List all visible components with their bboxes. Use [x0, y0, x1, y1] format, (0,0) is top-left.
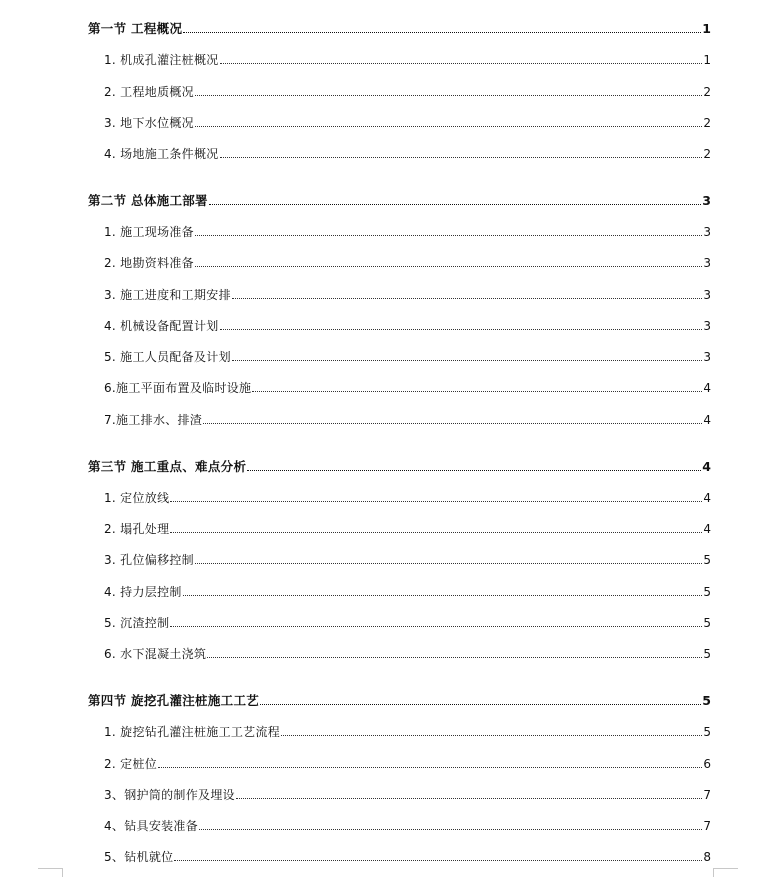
toc-entry-label: 4. 机械设备配置计划 [104, 319, 219, 333]
dot-leader [252, 390, 702, 392]
page-corner-mark-left [38, 868, 63, 877]
toc-entry-label: 3. 地下水位概况 [104, 116, 194, 130]
toc-section-title: 第一节 工程概况 [88, 21, 183, 36]
toc-page-number: 3 [703, 319, 711, 333]
toc-page-number: 4 [703, 381, 711, 395]
dot-leader [174, 859, 702, 861]
toc-page-number: 3 [703, 288, 711, 302]
toc-section-4[interactable] [88, 687, 711, 709]
toc-entry[interactable] [88, 109, 711, 131]
toc-page-number: 3 [703, 350, 711, 364]
toc-page-number: 1 [702, 21, 711, 36]
toc-section-title: 第三节 施工重点、难点分析 [88, 459, 247, 474]
dot-leader [220, 156, 703, 158]
toc-page-number: 2 [703, 147, 711, 161]
dot-leader [232, 297, 702, 299]
toc-entry[interactable] [88, 374, 711, 396]
toc-entry[interactable] [88, 343, 711, 365]
dot-leader [195, 562, 702, 564]
toc-page-number: 7 [703, 788, 711, 802]
toc-section-title: 第二节 总体施工部署 [88, 193, 208, 208]
toc-entry-label: 7.施工排水、排渣 [104, 413, 203, 427]
dot-leader [183, 594, 703, 596]
toc-entry-label: 3、钢护筒的制作及埋设 [104, 788, 235, 802]
toc-section-title: 第四节 旋挖孔灌注桩施工工艺 [88, 693, 260, 708]
toc-page-number: 6 [703, 757, 711, 771]
toc-entry-label: 2. 塌孔处理 [104, 522, 170, 536]
toc-entry[interactable] [88, 843, 711, 865]
dot-leader [209, 203, 701, 205]
toc-page-number: 5 [702, 693, 711, 708]
toc-entry-label: 2. 地勘资料准备 [104, 256, 194, 270]
dot-leader [220, 62, 703, 64]
toc-page-number: 4 [702, 459, 711, 474]
toc-entry-label: 1. 定位放线 [104, 491, 170, 505]
toc-page-number: 1 [703, 53, 711, 67]
toc-entry[interactable] [88, 515, 711, 537]
page-corner-mark-right [713, 868, 738, 877]
toc-page-number: 4 [703, 491, 711, 505]
toc-entry[interactable] [88, 218, 711, 240]
toc-entry-label: 4. 持力层控制 [104, 585, 182, 599]
toc-entry-label: 6. 水下混凝土浇筑 [104, 647, 207, 661]
toc-page-number: 5 [703, 616, 711, 630]
toc-page-number: 5 [703, 647, 711, 661]
dot-leader [170, 500, 702, 502]
toc-section-3[interactable] [88, 453, 711, 475]
dot-leader [195, 94, 702, 96]
toc-entry-label: 5、钻机就位 [104, 850, 174, 864]
dot-leader [220, 328, 703, 330]
toc-entry-label: 1. 施工现场准备 [104, 225, 194, 239]
toc-entry[interactable] [88, 406, 711, 428]
toc-entry[interactable] [88, 46, 711, 68]
toc-entry-label: 1. 旋挖钻孔灌注桩施工工艺流程 [104, 725, 281, 739]
toc-entry[interactable] [88, 781, 711, 803]
toc-entry[interactable] [88, 546, 711, 568]
toc-entry-label: 2. 定桩位 [104, 757, 158, 771]
toc-entry-label: 4. 场地施工条件概况 [104, 147, 219, 161]
dot-leader [170, 531, 702, 533]
toc-entry[interactable] [88, 281, 711, 303]
toc-page-number: 2 [703, 85, 711, 99]
toc-section-1[interactable] [88, 15, 711, 37]
toc-entry[interactable] [88, 484, 711, 506]
toc-page-number: 3 [703, 225, 711, 239]
toc-entry[interactable] [88, 78, 711, 100]
toc-entry-label: 5. 施工人员配备及计划 [104, 350, 231, 364]
dot-leader [260, 703, 701, 705]
toc-page-number: 4 [703, 413, 711, 427]
toc-entry[interactable] [88, 312, 711, 334]
toc-entry[interactable] [88, 609, 711, 631]
toc-page-number: 7 [703, 819, 711, 833]
toc-entry-label: 5. 沉渣控制 [104, 616, 170, 630]
toc-entry-label: 4、钻具安装准备 [104, 819, 199, 833]
toc-entry[interactable] [88, 718, 711, 740]
toc-page-number: 5 [703, 725, 711, 739]
toc-page-number: 5 [703, 553, 711, 567]
toc-page-number: 5 [703, 585, 711, 599]
dot-leader [195, 234, 702, 236]
toc-entry[interactable] [88, 812, 711, 834]
dot-leader [247, 469, 701, 471]
toc-page-number: 4 [703, 522, 711, 536]
toc-entry-label: 2. 工程地质概况 [104, 85, 194, 99]
dot-leader [207, 656, 702, 658]
toc-entry-label: 3. 施工进度和工期安排 [104, 288, 231, 302]
toc-page-number: 3 [702, 193, 711, 208]
toc-entry-label: 1. 机成孔灌注桩概况 [104, 53, 219, 67]
toc-page-number: 2 [703, 116, 711, 130]
toc-entry[interactable] [88, 750, 711, 772]
dot-leader [170, 625, 702, 627]
toc-page-number: 3 [703, 256, 711, 270]
dot-leader [158, 766, 702, 768]
toc-entry[interactable] [88, 640, 711, 662]
dot-leader [195, 265, 702, 267]
toc-entry[interactable] [88, 249, 711, 271]
dot-leader [203, 422, 702, 424]
toc-entry-label: 6.施工平面布置及临时设施 [104, 381, 252, 395]
toc-entry[interactable] [88, 140, 711, 162]
dot-leader [195, 125, 702, 127]
dot-leader [232, 359, 702, 361]
dot-leader [183, 31, 701, 33]
dot-leader [281, 734, 702, 736]
toc-entry-label: 3. 孔位偏移控制 [104, 553, 194, 567]
toc-section-2[interactable] [88, 187, 711, 209]
dot-leader [199, 828, 702, 830]
toc-entry[interactable] [88, 578, 711, 600]
dot-leader [236, 797, 702, 799]
toc-page-number: 8 [703, 850, 711, 864]
